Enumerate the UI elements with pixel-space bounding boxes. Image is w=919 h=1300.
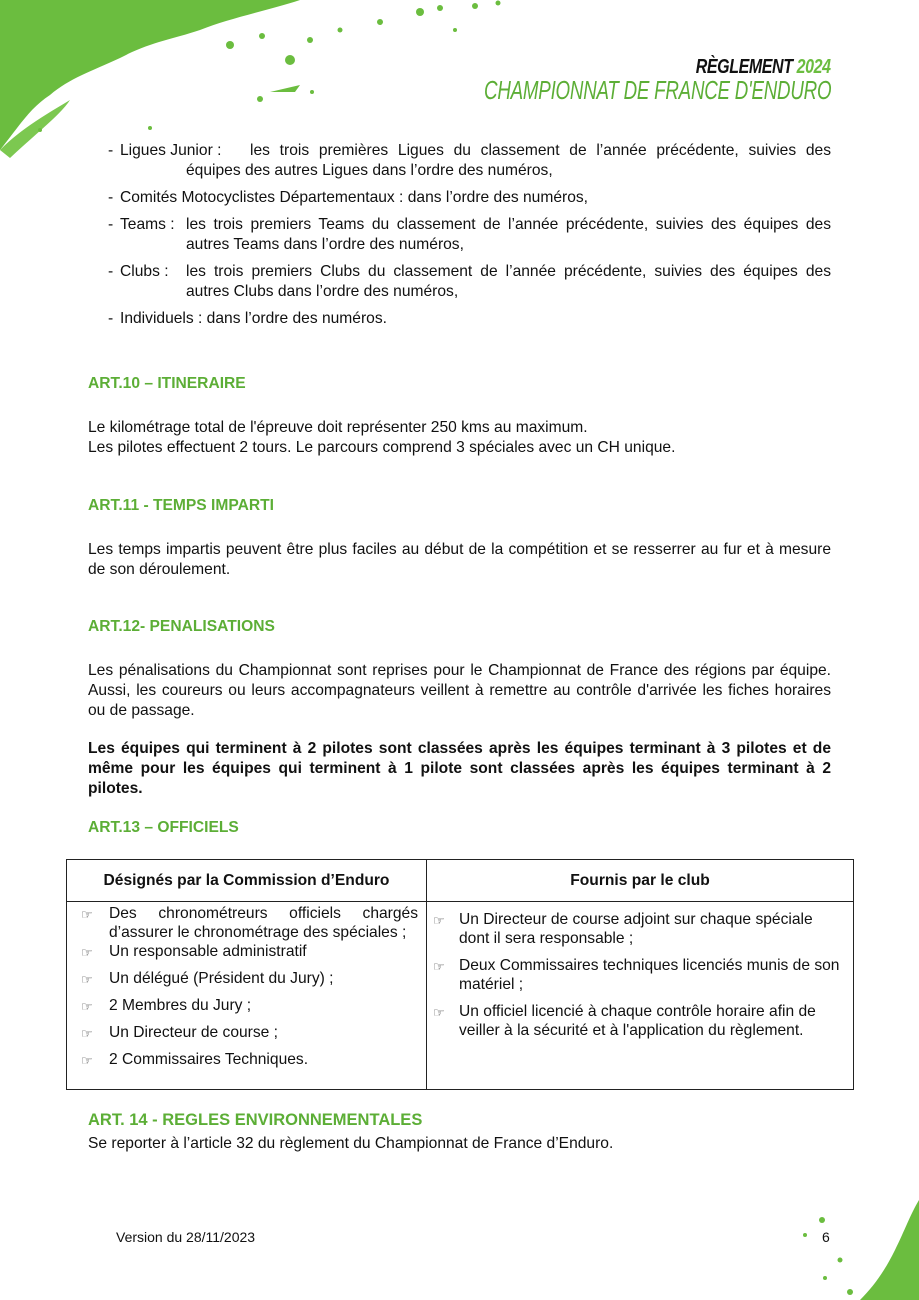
list-item: - Individuels : dans l’ordre des numéros. (108, 310, 387, 327)
list-item-text: Un Directeur de course adjoint sur chaque spéciale dont il sera responsable ; (459, 911, 813, 947)
officials-right-cell (427, 902, 854, 1090)
list-item (427, 956, 853, 994)
list-item-label: Teams : (120, 216, 175, 233)
footer-version: Version du 28/11/2023 (116, 1229, 256, 1245)
section-heading-art11: ART.11 - TEMPS IMPARTI (88, 497, 274, 514)
section-heading-art13: ART.13 – OFFICIELS (88, 819, 239, 836)
title-year: 2024 (797, 56, 831, 78)
art10-line2: Les pilotes effectuent 2 tours. Le parcours comprend 3 spéciales avec un CH unique. (88, 439, 676, 456)
list-item: - Teams : les trois premiers Teams du classement de l’année précédente, suivies des équipes des autres Teams dans l’ordre des numéros, (108, 216, 831, 253)
list-item (67, 969, 426, 988)
list-item-label: Comités Motocyclistes Départementaux : dans l’ordre des numéros, (120, 189, 589, 206)
list-item-text: Un officiel licencié à chaque contrôle horaire afin de veiller à la sécurité et à l'application du règlement. (459, 1003, 816, 1039)
table-header-right: Fournis par le club (427, 860, 854, 902)
list-item-text: Un Directeur de course ; (109, 1024, 279, 1041)
art14-text: Se reporter à l’article 32 du règlement du Championnat de France d’Enduro. (88, 1135, 614, 1152)
list-item-text: 2 Membres du Jury ; (109, 997, 252, 1014)
list-item: - Comités Motocyclistes Départementaux : dans l’ordre des numéros, (108, 189, 589, 206)
list-item (67, 1023, 426, 1042)
list-item (427, 910, 853, 948)
table-header-left: Désignés par la Commission d’Enduro (67, 860, 427, 902)
hand-pointer-icon: ☞ (81, 1026, 93, 1041)
officials-table (66, 859, 854, 1090)
list-item-text: les trois premiers Teams du classement de l’année précédente, suivies des équipes des autres Teams dans l’ordre des numéros, (186, 216, 831, 253)
hand-pointer-icon: ☞ (433, 959, 445, 974)
art10-line1: Le kilométrage total de l'épreuve doit représenter 250 kms au maximum. (88, 419, 588, 436)
list-item-text: les trois premières Ligues du classement de l’année précédente, suivies des équipes des autres Ligues dans l’ordre des numéros, (186, 142, 831, 179)
page-number: 6 (822, 1229, 830, 1245)
green-splash-bottom-decoration (800, 1200, 919, 1300)
hand-pointer-icon: ☞ (433, 913, 445, 928)
list-item: - Clubs : les trois premiers Clubs du classement de l’année précédente, suivies des équipes des autres Clubs dans l’ordre des numéros, (108, 263, 831, 300)
title-word: RÈGLEMENT (696, 56, 793, 78)
section-heading-art10: ART.10 – ITINERAIRE (88, 375, 246, 392)
list-item (427, 1002, 853, 1040)
section-heading-art14: ART. 14 - REGLES ENVIRONNEMENTALES (88, 1111, 423, 1129)
list-item-text: 2 Commissaires Techniques. (109, 1051, 309, 1068)
list-item (67, 904, 426, 942)
hand-pointer-icon: ☞ (81, 999, 93, 1014)
list-item: - Ligues Junior : les trois premières Ligues du classement de l’année précédente, suivies des équipes des autres Ligues dans l’ordre des numéros, (108, 142, 831, 179)
hand-pointer-icon: ☞ (433, 1005, 445, 1020)
list-item-label: Individuels : dans l’ordre des numéros. (120, 310, 387, 327)
hand-pointer-icon: ☞ (81, 1053, 93, 1068)
list-item (67, 942, 426, 961)
hand-pointer-icon: ☞ (81, 972, 93, 987)
art11-text: Les temps impartis peuvent être plus faciles au début de la compétition et se resserrer au fur et à mesure de son déroulement. (88, 541, 831, 578)
list-item-label: Ligues Junior : (120, 142, 222, 159)
list-item-text: Un délégué (Président du Jury) ; (109, 970, 334, 987)
art12-text: Les pénalisations du Championnat sont reprises pour le Championnat de France des régions par équipe. Aussi, les coureurs ou leurs accompagnateurs veillent à remettre au contrôle d'arrivée les fiches horaires ou de passage. (88, 662, 831, 719)
officials-left-cell (67, 902, 427, 1090)
art12-bold-text: Les équipes qui terminent à 2 pilotes sont classées après les équipes terminant à 3 pilotes et de même pour les équipes qui terminent à 1 pilote sont classées après les équipes terminant à 2 pilotes. (88, 740, 831, 797)
list-item-text: Des chronométreurs officiels chargés d’assurer le chronométrage des spéciales ; (109, 905, 418, 941)
green-splash-top-decoration (0, 0, 520, 160)
hand-pointer-icon: ☞ (81, 945, 93, 960)
hand-pointer-icon: ☞ (81, 907, 93, 922)
list-item-text: Un responsable administratif (109, 943, 307, 960)
list-item (67, 996, 426, 1015)
list-item-text: Deux Commissaires techniques licenciés munis de son matériel ; (459, 957, 840, 993)
list-item-label: Clubs : (120, 263, 169, 280)
list-item (67, 1050, 426, 1069)
list-item-text: les trois premiers Clubs du classement de l’année précédente, suivies des équipes des autres Clubs dans l’ordre des numéros, (186, 263, 831, 300)
section-heading-art12: ART.12- PENALISATIONS (88, 618, 275, 635)
document-subtitle: CHAMPIONNAT DE FRANCE D'ENDURO (483, 75, 831, 105)
